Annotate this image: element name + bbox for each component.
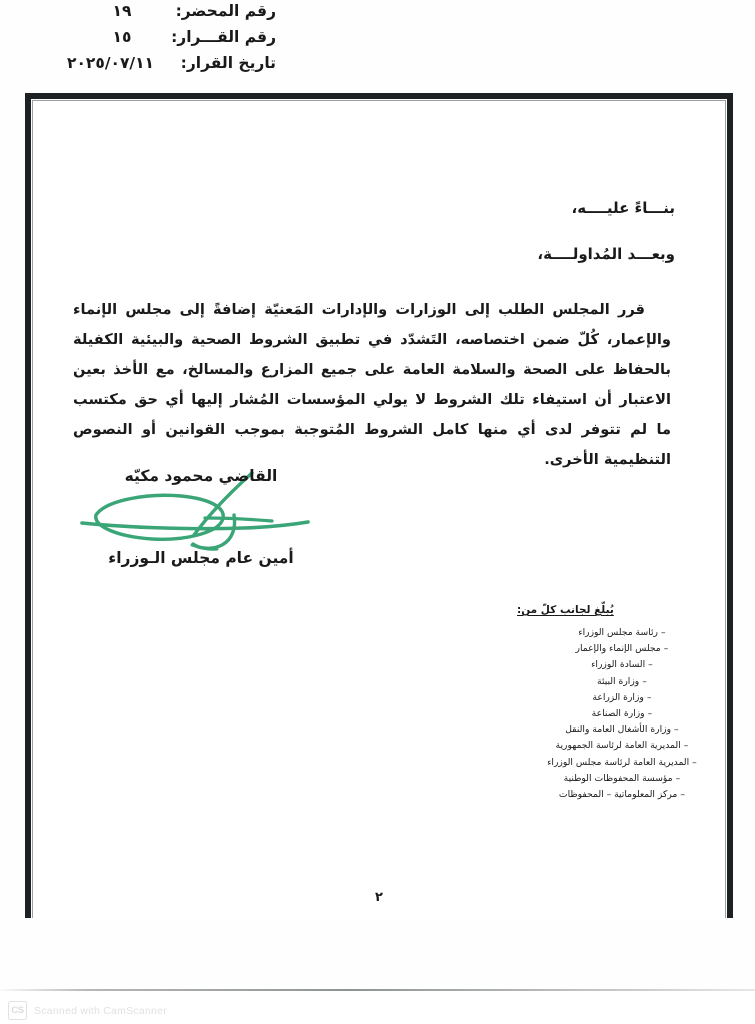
decision-paragraph-text: المجلس الطلب إلى الوزارات والإدارات المَعنيّة إضافةً إلى مجلس الإنماء والإعمار، كُلّ ضمن اختصاصه، التَشدّد في تطبيق الشروط الصحية والبيئية الكفيلة بالحفاظ على الصحة والسلامة العامة على جميع المزارع والمسالخ، مع الأخذ بعين الاعتبار أن استيفاء تلك الشروط لا يولي المؤسسات المُشار إليها أي حق مكتسب xyxy=(73,301,671,408)
list-bullet: – xyxy=(680,789,686,801)
decision-lead-word: قرر xyxy=(617,301,645,318)
list-item xyxy=(499,787,731,803)
list-item xyxy=(499,738,731,754)
decision-paragraph xyxy=(73,295,671,475)
decision-number-label: رقم القـــرار: xyxy=(171,28,276,46)
list-bullet: – xyxy=(663,643,669,655)
preamble-block xyxy=(75,199,675,291)
list-bullet: – xyxy=(647,708,653,720)
list-item xyxy=(499,657,731,673)
list-item xyxy=(499,625,731,641)
distribution-block xyxy=(499,604,731,803)
header-field-decision-date xyxy=(0,54,290,80)
list-item-label: مجلس الإنماء والإعمار xyxy=(575,643,661,655)
camscanner-watermark xyxy=(0,1001,167,1020)
list-bullet: – xyxy=(648,659,653,671)
list-item-label: رئاسة مجلس الوزراء xyxy=(578,627,658,638)
header-field-minutes-number xyxy=(0,2,290,28)
page-number: ٢ xyxy=(375,890,383,905)
decision-paragraph-tail: ما لم تتوفر لدى أي منها كامل الشروط المُتوجبة بموجب القوانين أو النصوص التنظيمية الأخرى. xyxy=(73,421,671,468)
list-bullet: – xyxy=(660,627,666,638)
list-item-label: وزارة الأشغال العامة والنقل xyxy=(565,724,672,736)
camscanner-label: Scanned with CamScanner xyxy=(34,1004,167,1017)
list-bullet: – xyxy=(642,675,647,687)
list-item-label: وزارة الزراعة xyxy=(592,691,644,703)
minutes-number-value: ١٩ xyxy=(112,2,132,20)
list-item xyxy=(499,641,731,657)
list-bullet: – xyxy=(683,740,689,752)
decision-date-label: تاريخ القرار: xyxy=(180,54,276,72)
list-item-label: السادة الوزراء xyxy=(591,659,646,671)
distribution-heading: يُبلّغ لجانب كلّ من: xyxy=(517,604,614,616)
list-item-label: مؤسسة المحفوظات الوطنية xyxy=(563,772,673,784)
list-item xyxy=(499,690,731,706)
signatory-title: أمين عام مجلس الـوزراء xyxy=(108,549,294,567)
header-field-decision-number xyxy=(0,28,290,54)
preamble-line-deliberation: وبعـــد المُداولــــة، xyxy=(537,245,675,263)
list-item xyxy=(499,755,731,771)
list-bullet: – xyxy=(675,772,681,784)
list-item xyxy=(499,771,731,787)
camscanner-logo-icon: CS xyxy=(8,1001,27,1020)
minutes-number-label: رقم المحضر: xyxy=(175,2,276,20)
decision-date-value: ٢٠٢٥/٠٧/١١ xyxy=(66,54,154,72)
document-frame xyxy=(25,93,733,918)
list-item xyxy=(499,706,731,722)
list-bullet: – xyxy=(692,756,697,768)
preamble-line-basis: بنـــاءً عليــــه، xyxy=(571,199,675,217)
list-bullet: – xyxy=(674,724,679,736)
decision-number-value: ١٥ xyxy=(112,28,132,46)
list-item-label: مركز المعلوماتية – المحفوظات xyxy=(558,789,678,801)
list-item-label: المديرية العامة لرئاسة الجمهورية xyxy=(555,740,681,752)
document-header xyxy=(0,2,290,80)
distribution-list xyxy=(499,625,731,803)
list-item xyxy=(499,722,731,738)
list-item-label: وزارة الصناعة xyxy=(591,708,645,720)
list-item xyxy=(499,674,731,690)
list-item-label: وزارة البيئة xyxy=(597,675,640,687)
list-bullet: – xyxy=(646,691,652,703)
signatory-name: القاضي محمود مكيّه xyxy=(124,467,278,485)
signature-block xyxy=(75,467,327,567)
list-item-label: المديرية العامة لرئاسة مجلس الوزراء xyxy=(547,756,690,768)
